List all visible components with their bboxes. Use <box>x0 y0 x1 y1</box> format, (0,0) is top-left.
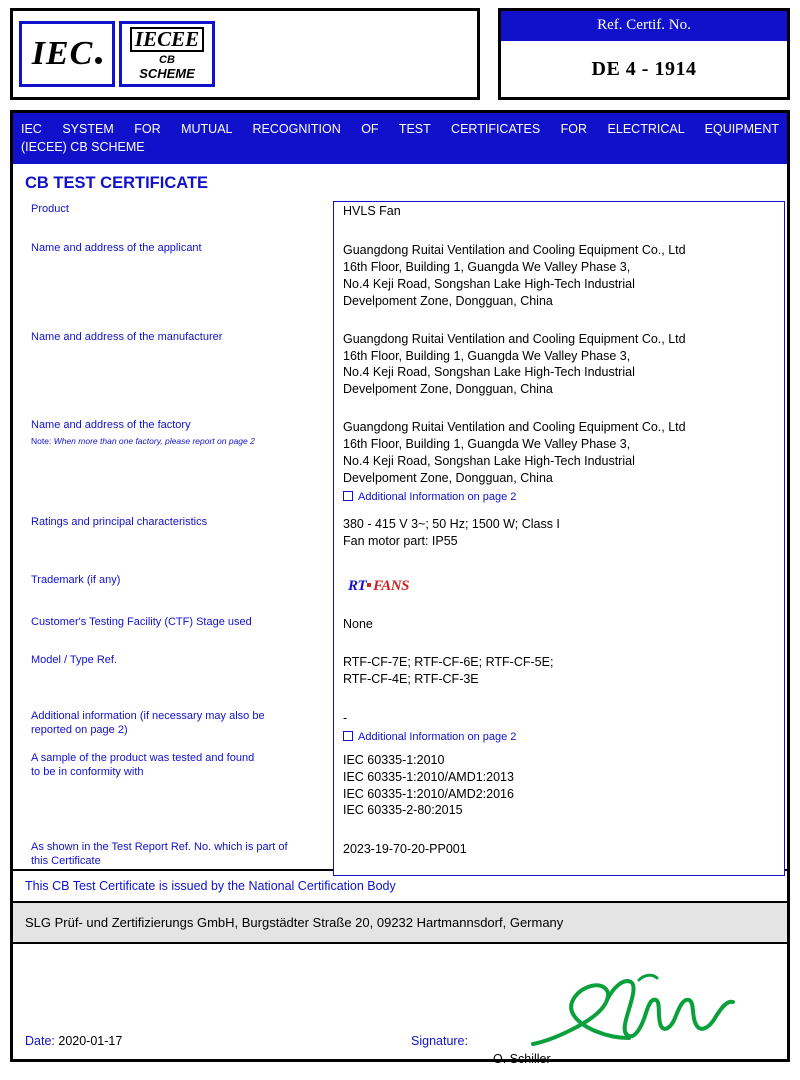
field-factory-note-text: When more than one factory, please report on page 2 <box>53 435 255 446</box>
rt-fans-logo-fans: FANS <box>373 578 409 595</box>
reference-certificate-title: Ref. Certif. No. <box>501 11 787 41</box>
scheme-banner-line2: (IECEE) CB SCHEME <box>21 140 145 155</box>
field-manufacturer-label: Name and address of the manufacturer <box>31 330 223 343</box>
field-manufacturer <box>21 331 779 399</box>
field-product-value: HVLS Fan <box>343 204 401 219</box>
field-trademark <box>21 574 779 598</box>
applicant-line-2: 16th Floor, Building 1, Guangda We Valley Phase 3, <box>343 260 631 274</box>
field-product-label: Product <box>31 203 69 216</box>
field-model-type <box>21 654 779 688</box>
rt-fans-logo-rt: RT <box>348 578 367 595</box>
applicant-line-3: No.4 Keji Road, Songshan Lake High-Tech Industrial <box>343 276 635 291</box>
conformity-label-line2: to be in conformity with <box>31 765 144 778</box>
iecee-logo-line2: CB <box>159 54 175 67</box>
manufacturer-line-4: Develpoment Zone, Dongguan, China <box>343 382 553 397</box>
signatory-name: O. Schiller <box>493 1051 551 1066</box>
field-test-report-label <box>21 841 333 869</box>
factory-line-1: Guangdong Ruitai Ventilation and Cooling Equipment Co., Ltd <box>343 420 686 435</box>
field-conformity-label <box>21 752 333 780</box>
scheme-banner <box>13 113 787 164</box>
field-ctf-stage-value: None <box>343 617 373 632</box>
reference-certificate-box <box>498 8 790 100</box>
iec-logo-text: IEC <box>31 35 94 72</box>
additional-info-label-line1: Additional information (if necessary may also be <box>31 710 265 723</box>
field-additional-information-label <box>21 710 333 738</box>
iec-logo-dot <box>95 57 102 64</box>
manufacturer-line-3: No.4 Keji Road, Songshan Lake High-Tech Industrial <box>343 365 635 380</box>
date-label: Date: <box>25 1033 55 1048</box>
field-test-report-value: 2023-19-70-20-PP001 <box>343 842 467 857</box>
field-trademark-label: Trademark (if any) <box>31 574 121 587</box>
field-model-type-label: Model / Type Ref. <box>31 654 118 667</box>
factory-line-2: 16th Floor, Building 1, Guangda We Valley Phase 3, <box>343 437 631 451</box>
field-applicant <box>21 242 779 310</box>
date-value: 2020-01-17 <box>58 1033 123 1048</box>
additional-info-checkbox[interactable] <box>343 730 779 745</box>
issued-by-line: This CB Test Certificate is issued by the National Certification Body <box>13 869 787 901</box>
field-conformity-value <box>333 752 779 820</box>
field-factory-label <box>21 419 333 446</box>
field-factory-value <box>333 419 779 504</box>
manufacturer-line-1: Guangdong Ruitai Ventilation and Cooling Equipment Co., Ltd <box>343 331 686 346</box>
field-test-report <box>21 841 779 869</box>
applicant-line-4: Develpoment Zone, Dongguan, China <box>343 293 553 308</box>
field-trademark-value <box>333 574 779 598</box>
model-line-1: RTF-CF-7E; RTF-CF-6E; RTF-CF-5E; <box>343 655 554 670</box>
signature-image <box>511 972 741 1056</box>
signature-area <box>13 944 787 1066</box>
date-line <box>25 1034 122 1048</box>
field-ctf-stage-label: Customer's Testing Facility (CTF) Stage used <box>31 616 252 629</box>
field-ctf-stage <box>21 616 779 633</box>
field-factory-note <box>31 436 327 447</box>
field-list <box>21 203 779 869</box>
factory-additional-info-text: Additional Information on page 2 <box>358 490 517 503</box>
iecee-logo-line3: SCHEME <box>139 65 195 81</box>
field-factory-note-prefix: Note: <box>31 435 52 446</box>
additional-info-checkbox-text: Additional Information on page 2 <box>358 730 517 743</box>
test-report-label-line2: this Certificate <box>31 855 101 868</box>
ratings-line-2: Fan motor part: IP55 <box>343 534 458 549</box>
standard-4: IEC 60335-2-80:2015 <box>343 803 463 818</box>
checkbox-icon[interactable] <box>343 491 353 501</box>
field-product <box>21 203 779 220</box>
factory-additional-info-checkbox[interactable] <box>343 490 779 505</box>
logo-box <box>10 8 480 100</box>
signature-label: Signature: <box>411 1033 468 1048</box>
field-manufacturer-value <box>333 331 779 399</box>
field-factory <box>21 419 779 504</box>
additional-info-label-line2: reported on page 2) <box>31 723 128 736</box>
reference-certificate-number: DE 4 - 1914 <box>591 57 697 80</box>
field-additional-information-value <box>333 710 779 745</box>
page-title: CB TEST CERTIFICATE <box>25 174 209 193</box>
additional-info-value: - <box>343 711 348 726</box>
field-additional-information <box>21 710 779 745</box>
rt-fans-logo-dot <box>367 583 371 587</box>
standard-2: IEC 60335-1:2010/AMD1:2013 <box>343 769 514 784</box>
field-ratings <box>21 516 779 550</box>
standard-1: IEC 60335-1:2010 <box>343 752 445 767</box>
test-report-label-line1: As shown in the Test Report Ref. No. which is part of <box>31 841 288 854</box>
header <box>10 8 790 100</box>
manufacturer-line-2: 16th Floor, Building 1, Guangda We Valley Phase 3, <box>343 348 631 363</box>
model-line-2: RTF-CF-4E; RTF-CF-3E <box>343 672 479 687</box>
conformity-label-line1: A sample of the product was tested and found <box>31 751 255 764</box>
field-conformity <box>21 752 779 820</box>
field-factory-label-text: Name and address of the factory <box>31 419 191 432</box>
applicant-line-1: Guangdong Ruitai Ventilation and Cooling Equipment Co., Ltd <box>343 243 686 258</box>
national-certification-body: SLG Prüf- und Zertifizierungs GmbH, Burgstädter Straße 20, 09232 Hartmannsdorf, Germany <box>13 901 787 944</box>
iec-logo <box>19 21 115 87</box>
field-model-type-value <box>333 654 779 688</box>
field-applicant-label: Name and address of the applicant <box>31 242 202 255</box>
iecee-cb-scheme-logo <box>119 21 215 87</box>
certificate-frame <box>10 110 790 1066</box>
iecee-logo-line1: IECEE <box>130 27 204 52</box>
factory-line-3: No.4 Keji Road, Songshan Lake High-Tech Industrial <box>343 453 635 468</box>
fields-area <box>13 201 787 869</box>
factory-line-4: Develpoment Zone, Dongguan, China <box>343 470 553 485</box>
field-ratings-value <box>333 516 779 550</box>
checkbox-icon[interactable] <box>343 731 353 741</box>
rt-fans-logo <box>343 574 414 598</box>
standard-3: IEC 60335-1:2010/AMD2:2016 <box>343 786 514 801</box>
ratings-line-1: 380 - 415 V 3~; 50 Hz; 1500 W; Class I <box>343 517 560 532</box>
scheme-banner-line1: IEC SYSTEM FOR MUTUAL RECOGNITION OF TEST CERTIFICATES FOR ELECTRICAL EQUIPMENT <box>21 122 779 136</box>
field-ratings-label: Ratings and principal characteristics <box>31 516 208 529</box>
field-applicant-value <box>333 242 779 310</box>
